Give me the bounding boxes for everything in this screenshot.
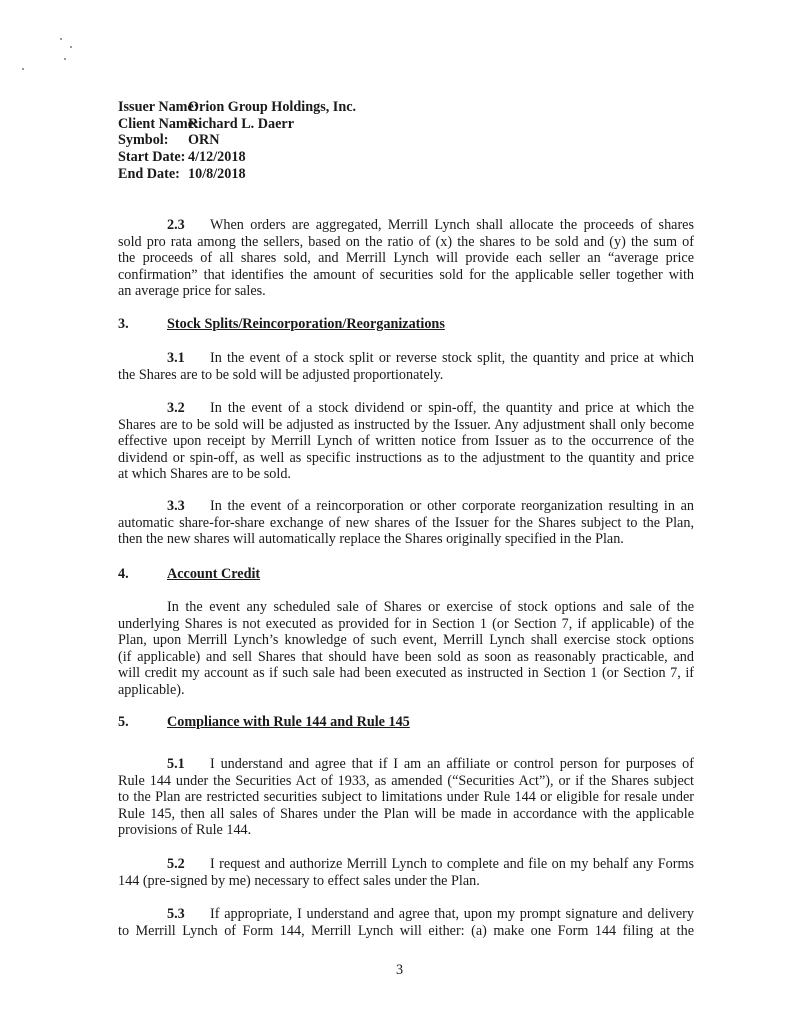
line-text: Shares are to be sold will be adjusted as instructed by the Issuer. Any adjustment shall only become (118, 416, 694, 433)
paragraph-number: 2.3 (167, 217, 185, 233)
start-date-row (118, 149, 694, 166)
line-text: effective upon receipt by Merrill Lynch of written notice from Issuer as to the occurrence of the (118, 433, 694, 450)
line-text: I understand and agree that if I am an affiliate or control person for purposes of (210, 756, 694, 772)
text-line (118, 906, 694, 923)
line-text: 144 (pre-signed by me) necessary to effect sales under the Plan. (118, 872, 480, 889)
client-name-row (118, 116, 694, 133)
section-number: 4. (118, 566, 129, 582)
client-name-label: Client Name: (118, 115, 199, 132)
line-text: the proceeds of all shares sold, and Merrill Lynch will provide each seller an “average price (118, 250, 694, 267)
page-number: 3 (395, 962, 404, 978)
end-date-row (118, 166, 694, 183)
line-text: the Shares are to be sold will be adjusted proportionately. (118, 366, 444, 383)
symbol-label: Symbol: (118, 132, 169, 149)
line-text: In the event of a reincorporation or other corporate reorganization resulting in an (210, 498, 694, 514)
line-text: Plan, upon Merrill Lynch’s knowledge of such event, Merrill Lynch shall exercise stock options (118, 632, 694, 649)
text-line (118, 649, 694, 666)
paragraph-4 (118, 599, 694, 699)
paragraph-number: 3.3 (167, 498, 185, 514)
text-line (118, 267, 694, 284)
text-line (118, 616, 694, 633)
line-text: will credit my account as if such sale had been executed as instructed in Section 1 (or Section 7, if (118, 665, 694, 682)
paragraph-3-2 (118, 400, 694, 483)
line-text: applicable). (118, 681, 185, 698)
text-line (118, 873, 694, 890)
line-text: In the event of a stock dividend or spin-off, the quantity and price at which the (210, 400, 694, 416)
section-title: Account Credit (167, 566, 261, 582)
issuer-name-row (118, 99, 694, 116)
start-date-value: 4/12/2018 (188, 149, 246, 166)
paragraph-number: 5.1 (167, 756, 185, 772)
text-line (118, 498, 694, 515)
text-line (118, 250, 694, 267)
paragraph-3-1 (118, 350, 694, 383)
section-number: 3. (118, 316, 129, 332)
scan-speck (60, 38, 62, 40)
line-text: sold pro rata among the sellers, based on the ratio of (x) the shares to be sold and (y) the sum of (118, 233, 694, 250)
scan-speck (70, 46, 72, 48)
line-text: at which Shares are to be sold. (118, 466, 291, 483)
text-line (118, 283, 694, 300)
paragraph-3-3 (118, 498, 694, 548)
line-text: dividend or spin-off, as well as specific instructions as to the adjustment to the quantity and price (118, 449, 694, 466)
symbol-value: ORN (188, 132, 220, 149)
text-line (118, 433, 694, 450)
plan-header (118, 99, 694, 182)
section-3-heading (118, 316, 445, 333)
paragraph-number: 3.1 (167, 350, 185, 366)
end-date-label: End Date: (118, 165, 180, 182)
start-date-label: Start Date: (118, 149, 186, 166)
text-line (118, 234, 694, 251)
line-text: When orders are aggregated, Merrill Lynch shall allocate the proceeds of shares (210, 217, 694, 233)
text-line (118, 756, 694, 773)
text-line (118, 789, 694, 806)
line-text: In the event of a stock split or reverse stock split, the quantity and price at which (210, 350, 694, 366)
paragraph-5-1 (118, 756, 694, 839)
section-5-heading (118, 714, 410, 731)
line-text: to Merrill Lynch of Form 144, Merrill Lynch will either: (a) make one Form 144 filing at the (118, 922, 694, 939)
paragraph-2-3 (118, 217, 694, 300)
text-line (118, 417, 694, 434)
section-title: Stock Splits/Reincorporation/Reorganizations (167, 316, 445, 332)
paragraph-number: 5.2 (167, 856, 185, 872)
line-text: confirmation” that identifies the amount of securities sold for the applicable seller together with (118, 266, 694, 283)
scan-speck (22, 68, 24, 70)
paragraph-5-2 (118, 856, 694, 889)
scan-speck (64, 58, 66, 60)
text-line (118, 599, 694, 616)
text-line (118, 856, 694, 873)
line-text: In the event any scheduled sale of Shares or exercise of stock options and sale of the (167, 599, 694, 615)
line-text: Rule 144 under the Securities Act of 1933, as amended (“Securities Act”), or if the Shares subject (118, 772, 694, 789)
line-text: provisions of Rule 144. (118, 822, 252, 839)
text-line (118, 632, 694, 649)
section-number: 5. (118, 714, 129, 730)
text-line (118, 367, 694, 384)
text-line (118, 682, 694, 699)
line-text: then the new shares will automatically replace the Shares originally specified in the Plan. (118, 531, 624, 548)
section-4-heading (118, 566, 260, 583)
line-text: to the Plan are restricted securities subject to limitations under Rule 144 or eligible for resale under (118, 789, 694, 806)
line-text: underlying Shares is not executed as provided for in Section 1 (or Section 7, if applicable) of the (118, 615, 694, 632)
text-line (118, 822, 694, 839)
line-text: Rule 145, then all sales of Shares under the Plan will be made in accordance with the applicable (118, 805, 694, 822)
text-line (118, 350, 694, 367)
text-line (118, 217, 694, 234)
paragraph-5-3 (118, 906, 694, 939)
line-text: If appropriate, I understand and agree that, upon my prompt signature and delivery (210, 906, 694, 922)
text-line (118, 665, 694, 682)
text-line (118, 531, 694, 548)
issuer-name-value: Orion Group Holdings, Inc. (188, 99, 357, 115)
line-text: an average price for sales. (118, 283, 266, 300)
client-name-value: Richard L. Daerr (188, 115, 294, 132)
section-title: Compliance with Rule 144 and Rule 145 (167, 714, 410, 730)
text-line (118, 466, 694, 483)
text-line (118, 923, 694, 940)
text-line (118, 400, 694, 417)
line-text: (if applicable) and sell Shares that should have been sold as soon as reasonably practicable, and (118, 648, 694, 665)
symbol-row (118, 132, 694, 149)
line-text: automatic share-for-share exchange of new shares of the Issuer for the Shares subject to the Plan, (118, 514, 694, 531)
end-date-value: 10/8/2018 (188, 165, 246, 182)
paragraph-number: 3.2 (167, 400, 185, 416)
issuer-name-label: Issuer Name: (118, 99, 199, 115)
text-line (118, 806, 694, 823)
line-text: I request and authorize Merrill Lynch to complete and file on my behalf any Forms (210, 856, 694, 872)
text-line (118, 773, 694, 790)
paragraph-number: 5.3 (167, 906, 185, 922)
text-line (118, 450, 694, 467)
text-line (118, 515, 694, 532)
